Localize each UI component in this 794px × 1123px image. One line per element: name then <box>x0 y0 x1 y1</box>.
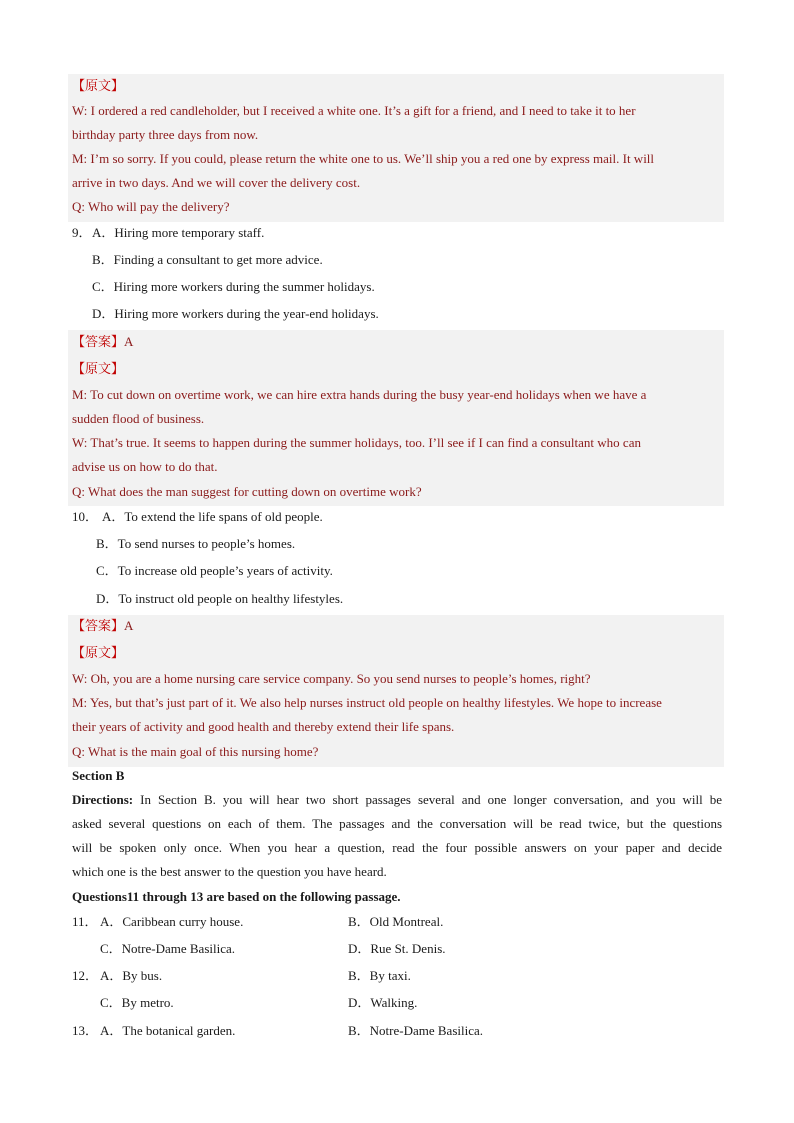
option-d: D．Rue St. Denis. <box>348 941 446 956</box>
directions-line: which one is the best answer to the question you have heard. <box>72 864 387 879</box>
answer-tag: 【答案】 <box>72 334 125 349</box>
option-b: B．By taxi. <box>348 968 411 983</box>
question-number: 11． <box>72 914 98 929</box>
transcript-line: sudden flood of business. <box>72 411 205 426</box>
directions-line: will be spoken only once. When you hear a question, read the four possible answers on your paper and decide <box>72 840 722 855</box>
option-b: B．Finding a consultant to get more advice. <box>92 252 323 267</box>
option-c: C．Hiring more workers during the summer holidays. <box>92 279 375 294</box>
yuanwen-tag: 【原文】 <box>72 645 125 660</box>
directions-line <box>72 791 722 809</box>
transcript-line: W: I ordered a red candleholder, but I received a white one. It’s a gift for a friend, and I need to take it to her <box>72 103 636 118</box>
question-number: 13． <box>72 1023 99 1038</box>
directions-label: Directions: <box>72 792 134 807</box>
option-c: C．To increase old people’s years of activity. <box>96 563 333 578</box>
answer-tag: 【答案】 <box>72 618 125 633</box>
transcript-question: Q: What is the main goal of this nursing home? <box>72 744 319 759</box>
answer-value: A <box>124 618 134 633</box>
option-c: C．Notre-Dame Basilica. <box>100 941 236 956</box>
answer-row <box>72 617 133 635</box>
transcript-question: Q: What does the man suggest for cutting down on overtime work? <box>72 484 422 499</box>
transcript-line: W: That’s true. It seems to happen during the summer holidays, too. I’ll see if I can find a consultant who can <box>72 435 641 450</box>
option-a: A．By bus. <box>100 968 163 983</box>
directions-text: In Section B. you will hear two short passages several and one longer conversation, and you will be <box>133 792 722 807</box>
transcript-line: their years of activity and good health and thereby extend their life spans. <box>72 719 455 734</box>
option-a: A．The botanical garden. <box>100 1023 236 1038</box>
answer-value: A <box>124 334 134 349</box>
question-number: 9． <box>72 225 92 240</box>
option-d: D．To instruct old people on healthy lifestyles. <box>96 591 344 606</box>
answer-row <box>72 333 133 351</box>
option-a: A．To extend the life spans of old people. <box>102 509 323 524</box>
option-a: A．Hiring more temporary staff. <box>92 225 265 240</box>
yuanwen-tag: 【原文】 <box>72 361 125 376</box>
option-a: A．Caribbean curry house. <box>100 914 244 929</box>
transcript-line: arrive in two days. And we will cover the delivery cost. <box>72 175 361 190</box>
option-b: B．Old Montreal. <box>348 914 444 929</box>
directions-line: asked several questions on each of them. The passages and the conversation will be read twice, but the questions <box>72 816 722 831</box>
transcript-question: Q: Who will pay the delivery? <box>72 199 230 214</box>
question-number: 12． <box>72 968 99 983</box>
option-c: C．By metro. <box>100 995 174 1010</box>
transcript-line: M: To cut down on overtime work, we can hire extra hands during the busy year-end holidays when we have a <box>72 387 647 402</box>
transcript-line: birthday party three days from now. <box>72 127 259 142</box>
transcript-line: M: I’m so sorry. If you could, please return the white one to us. We’ll ship you a red one by express mail. It will <box>72 151 655 166</box>
option-b: B．To send nurses to people’s homes. <box>96 536 296 551</box>
section-title: Section B <box>72 768 125 783</box>
question-number: 10． <box>72 509 99 524</box>
option-d: D．Walking. <box>348 995 418 1010</box>
transcript-line: advise us on how to do that. <box>72 459 218 474</box>
option-b: B．Notre-Dame Basilica. <box>348 1023 484 1038</box>
transcript-line: M: Yes, but that’s just part of it. We also help nurses instruct old people on healthy lifestyles. We hope to increase <box>72 695 662 710</box>
passage-heading: Questions11 through 13 are based on the following passage. <box>72 889 401 904</box>
yuanwen-tag: 【原文】 <box>72 78 125 93</box>
option-d: D．Hiring more workers during the year-end holidays. <box>92 306 379 321</box>
transcript-line: W: Oh, you are a home nursing care service company. So you send nurses to people’s homes, right? <box>72 671 591 686</box>
